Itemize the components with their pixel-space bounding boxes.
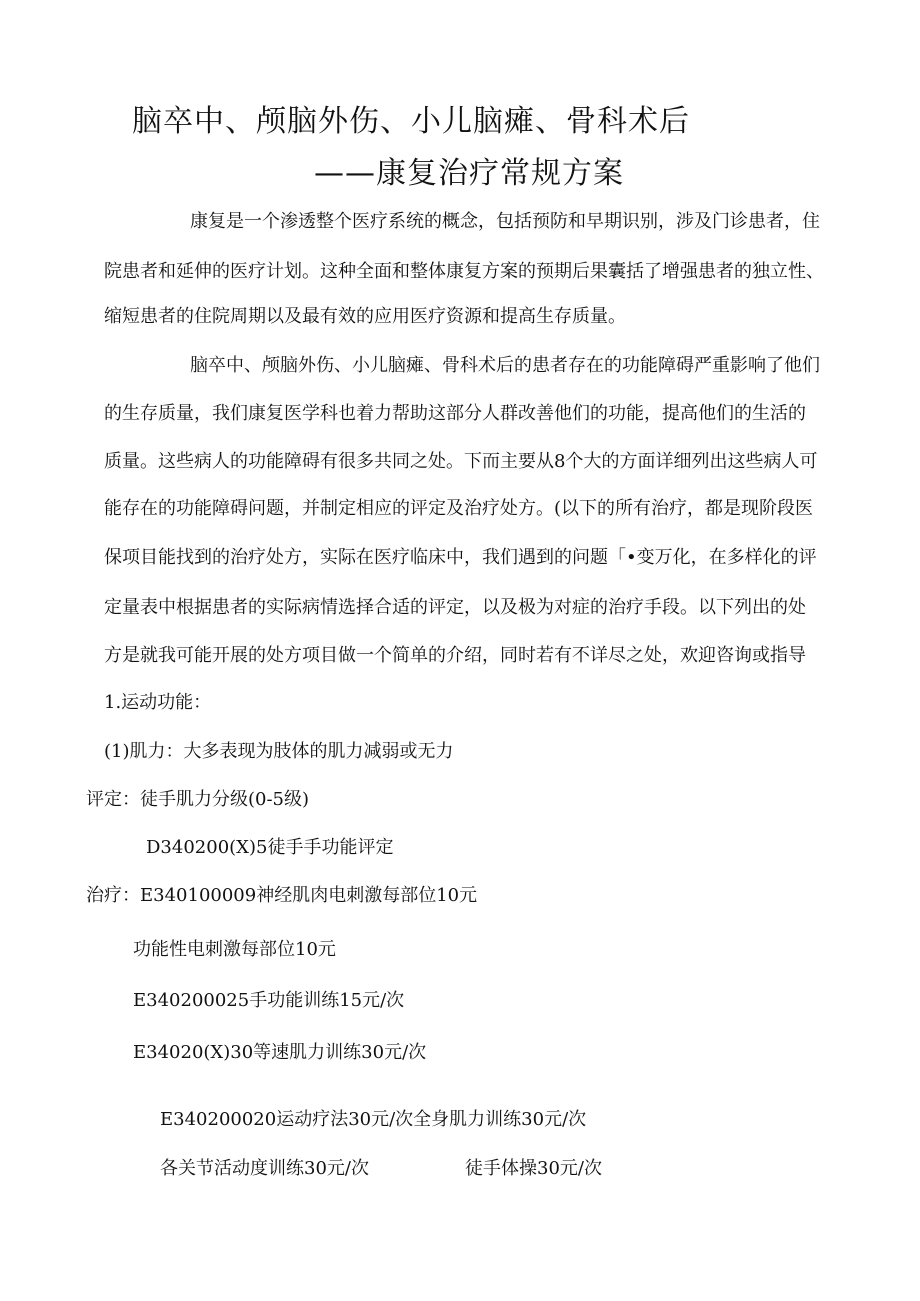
paragraph2-line: 的生存质量，我们康复医学科也着力帮助这部分人群改善他们的功能，提高他们的生活的 <box>104 403 806 424</box>
assessment-label: 评定：徒手肌力分级(0-5级) <box>86 789 310 810</box>
paragraph1-line: 院患者和延伸的医疗计划。这种全面和整体康复方案的预期后果囊括了增强患者的独立性、 <box>104 261 824 282</box>
treatment-item: E340200020运动疗法30元/次全身肌力训练30元/次 <box>160 1109 587 1130</box>
doc-title-line1: 脑卒中、颅脑外伤、小儿脑瘫、骨科术后 <box>132 104 690 139</box>
sub-heading: (1)肌力：大多表现为肢体的肌力减弱或无力 <box>104 741 454 762</box>
treatment-item-right: 徒手体操30元/次 <box>465 1158 602 1179</box>
assessment-item: D340200(X)5徒手手功能评定 <box>146 837 394 858</box>
treatment-item: E340200025手功能训练15元/次 <box>133 990 405 1011</box>
treatment-label: 治疗：E340100009神经肌肉电刺激每部位10元 <box>86 885 478 906</box>
treatment-item-left: 各关节活动度训练30元/次 <box>160 1158 369 1179</box>
paragraph1-line: 缩短患者的住院周期以及最有效的应用医疗资源和提高生存质量。 <box>104 306 626 327</box>
paragraph1-line: 康复是一个渗透整个医疗系统的概念，包括预防和早期识别，涉及门诊患者，住 <box>190 211 820 232</box>
paragraph2-line: 能存在的功能障碍问题，并制定相应的评定及治疗处方。(以下的所有治疗，都是现阶段医 <box>104 498 814 519</box>
paragraph2-line: 方是就我可能开展的处方项目做一个简单的介绍，同时若有不详尽之处，欢迎咨询或指导 <box>104 645 806 666</box>
paragraph2-line: 保项目能找到的治疗处方，实际在医疗临床中，我们遇到的问题「•变万化，在多样化的评 <box>104 547 817 568</box>
paragraph2-line: 质量。这些病人的功能障碍有很多共同之处。下而主要从8个大的方面详细列出这些病人可 <box>104 451 818 472</box>
paragraph2-line: 定量表中根据患者的实际病情选择合适的评定，以及极为对症的治疗手段。以下列出的处 <box>104 597 806 618</box>
section-heading: 1.运动功能： <box>104 692 212 713</box>
paragraph2-line: 脑卒中、颅脑外伤、小儿脑瘫、骨科术后的患者存在的功能障碍严重影响了他们 <box>190 355 820 376</box>
treatment-item: E34020(X)30等速肌力训练30元/次 <box>133 1042 427 1063</box>
treatment-item: 功能性电刺激每部位10元 <box>133 939 336 960</box>
doc-title-line2: ——康复治疗常规方案 <box>314 156 624 191</box>
